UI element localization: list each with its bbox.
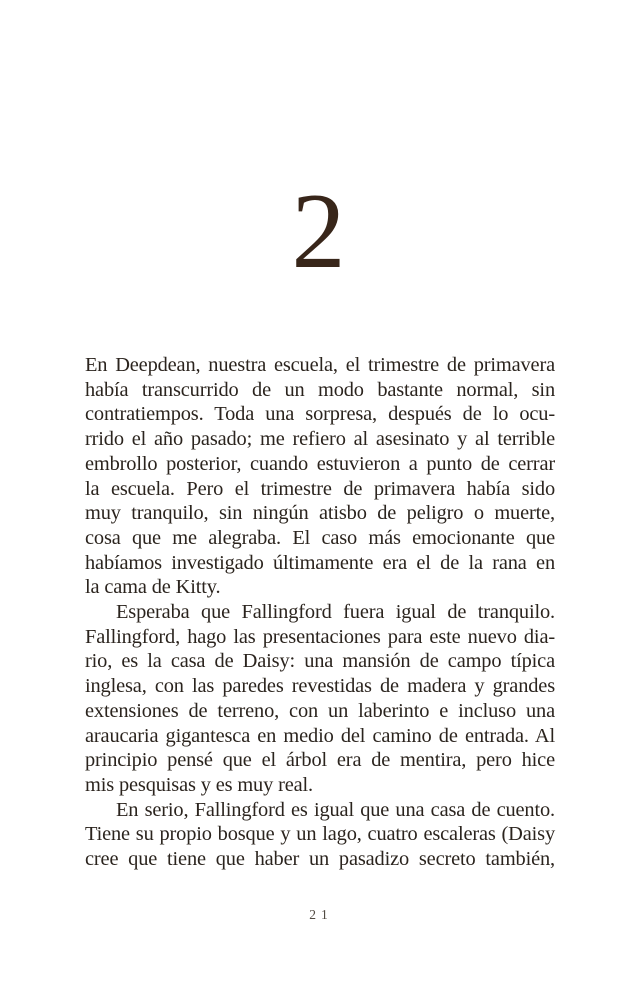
text-line: extensiones de terreno, con un laberinto e incluso una [85, 699, 555, 722]
text-line: la cama de Kitty. [85, 576, 221, 599]
text-line: había transcurrido de un modo bastante normal, sin [85, 378, 555, 401]
paragraph [85, 600, 555, 798]
paragraph [85, 798, 555, 872]
text-line: principio pensé que el árbol era de mentira, pero hice [85, 749, 555, 772]
body-text [85, 353, 555, 872]
paragraph [85, 353, 555, 600]
text-line: cosa que me alegraba. El caso más emocionante que [85, 526, 555, 549]
text-line: cree que tiene que haber un pasadizo secreto también, [85, 848, 555, 871]
text-line: habíamos investigado últimamente era el de la rana en [85, 551, 555, 574]
text-line: contratiempos. Toda una sorpresa, después de lo ocu- [85, 403, 555, 426]
page-number: 21 [309, 907, 333, 922]
text-line: rrido el año pasado; me refiero al asesinato y al terrible [85, 428, 555, 451]
text-line: Tiene su propio bosque y un lago, cuatro escaleras (Daisy [85, 823, 555, 846]
text-line: embrollo posterior, cuando estuvieron a punto de cerrar [85, 452, 555, 475]
text-line: araucaria gigantesca en medio del camino de entrada. Al [85, 724, 555, 747]
text-line: muy tranquilo, sin ningún atisbo de peligro o muerte, [85, 502, 555, 525]
text-line: inglesa, con las paredes revestidas de madera y grandes [85, 675, 555, 698]
text-line: Fallingford, hago las presentaciones para este nuevo dia- [85, 625, 555, 648]
text-line: Esperaba que Fallingford fuera igual de tranquilo. [116, 601, 555, 624]
chapter-number: 2 [291, 172, 346, 291]
text-line: rio, es la casa de Daisy: una mansión de campo típica [85, 650, 555, 673]
text-line: En serio, Fallingford es igual que una casa de cuento. [116, 798, 555, 821]
text-line: la escuela. Pero el trimestre de primavera había sido [85, 477, 555, 500]
text-line: En Deepdean, nuestra escuela, el trimestre de primavera [85, 354, 555, 376]
text-line: mis pesquisas y es muy real. [85, 773, 313, 796]
